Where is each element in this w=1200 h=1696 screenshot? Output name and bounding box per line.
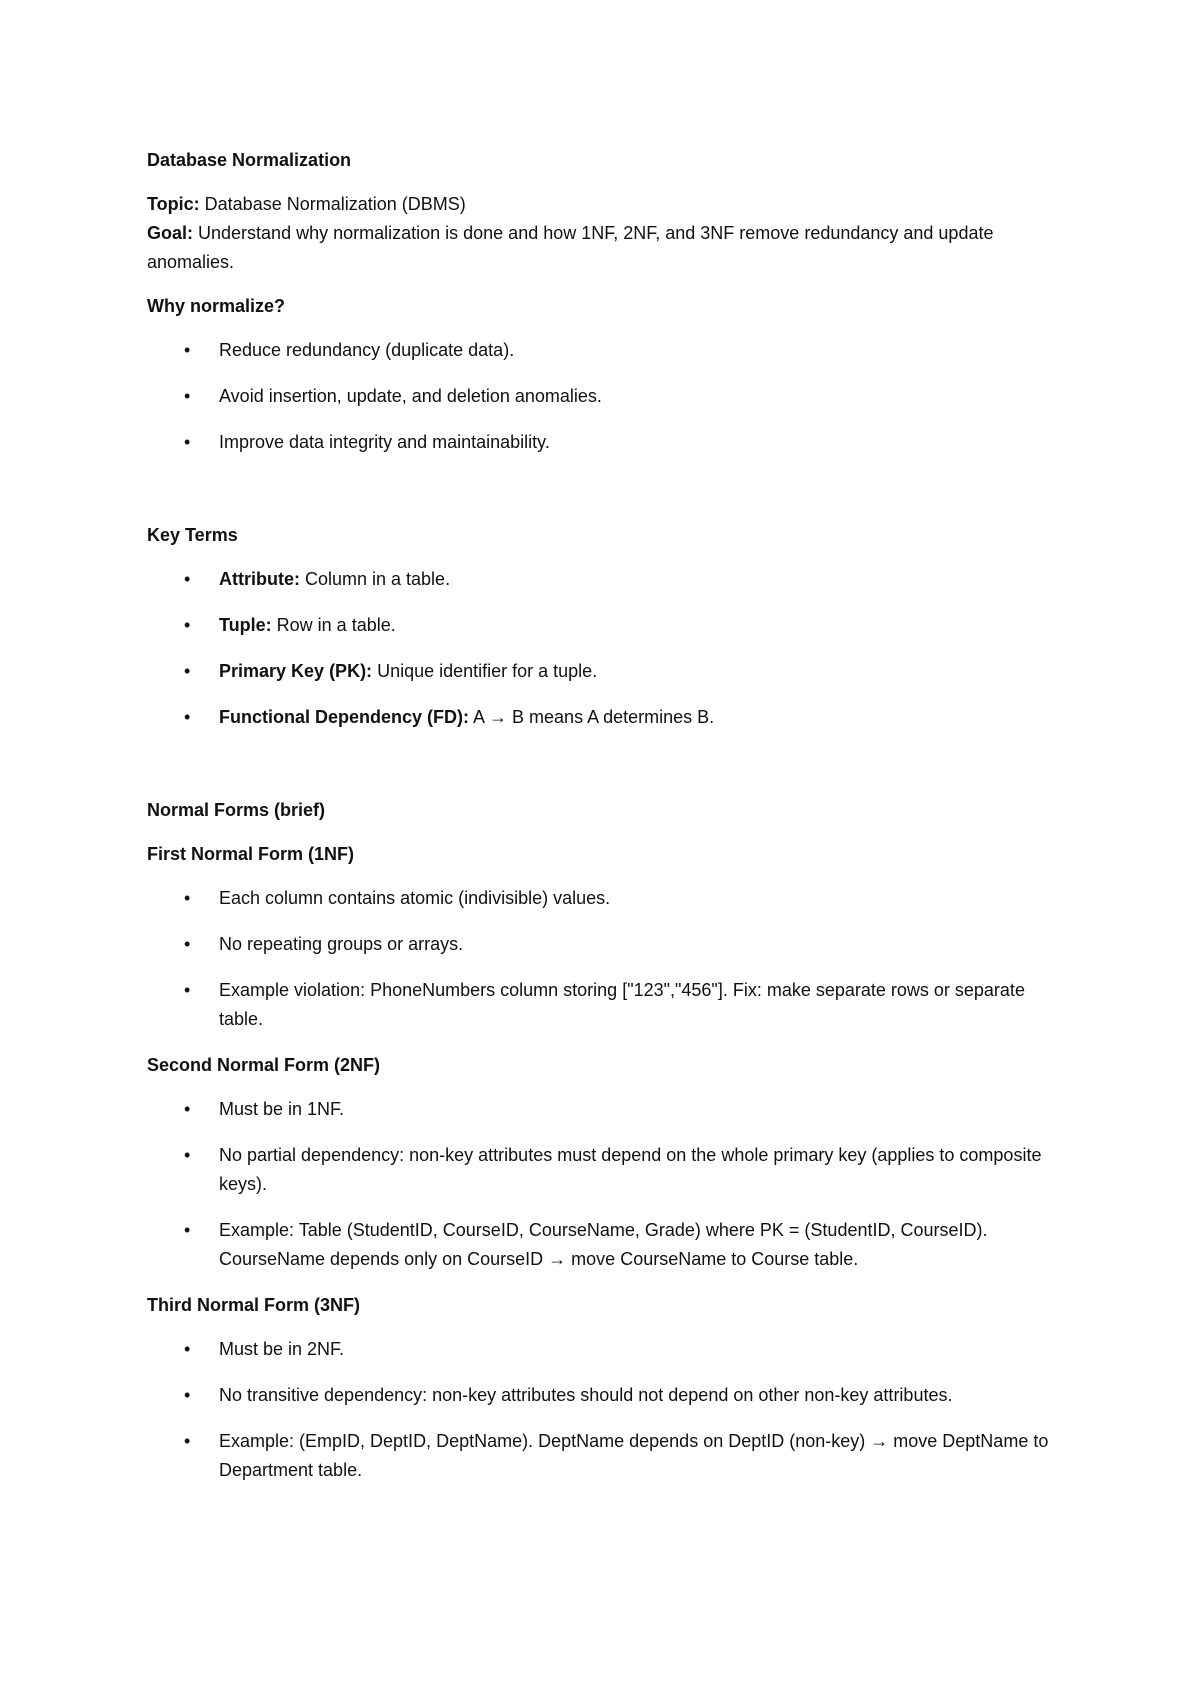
list-item [147,657,1067,686]
bullet-glyph: • [184,1145,191,1165]
nf2-heading: Second Normal Form (2NF) [147,1055,381,1075]
topic-line [147,190,1067,219]
term-definition: Unique identifier for a tuple. [372,661,598,681]
nf2-list [147,1095,1067,1274]
list-item-text: Must be in 2NF. [219,1339,345,1359]
topic-label: Topic: [147,194,200,214]
list-item [147,565,1067,594]
term-label: Functional Dependency (FD): [219,707,470,727]
term-definition: Row in a table. [271,615,396,635]
section-spacer [147,749,1067,796]
nf1-list [147,884,1067,1034]
bullet-glyph: • [184,980,191,1000]
document-page [147,146,1067,1502]
list-item-text: No repeating groups or arrays. [219,934,464,954]
list-item [147,382,1067,411]
bullet-glyph: • [184,1339,191,1359]
list-item-text: Avoid insertion, update, and deletion anomalies. [219,386,602,406]
bullet-glyph: • [184,888,191,908]
nf3-list [147,1335,1067,1485]
goal-label: Goal: [147,223,194,243]
list-item [147,336,1067,365]
list-item [147,1216,1067,1274]
list-item [147,1141,1067,1199]
topic-value: Database Normalization (DBMS) [199,194,466,214]
list-item [147,1381,1067,1410]
bullet-glyph: • [184,707,191,727]
goal-line [147,219,1037,277]
list-item [147,1427,1067,1485]
bullet-glyph: • [184,615,191,635]
list-item-text: Reduce redundancy (duplicate data). [219,340,515,360]
nf3-heading: Third Normal Form (3NF) [147,1295,361,1315]
bullet-glyph: • [184,934,191,954]
bullet-glyph: • [184,386,191,406]
term-label: Tuple: [219,615,272,635]
why-normalize-list [147,336,1067,457]
term-label: Attribute: [219,569,300,589]
list-item [147,428,1067,457]
list-item [147,703,1067,732]
term-label: Primary Key (PK): [219,661,373,681]
goal-value: Understand why normalization is done and how 1NF, 2NF, and 3NF remove redundancy and update anomalies. [147,223,994,272]
bullet-glyph: • [184,1385,191,1405]
list-item-text: Improve data integrity and maintainability. [219,432,550,452]
term-definition: A → B means A determines B. [469,707,715,727]
list-item [147,930,1067,959]
bullet-glyph: • [184,1431,191,1451]
list-item-text: Example: (EmpID, DeptID, DeptName). DeptName depends on DeptID (non-key) → move DeptName to Department table. [219,1431,1049,1480]
nf1-heading: First Normal Form (1NF) [147,844,355,864]
topic-goal-block [147,190,1067,277]
key-terms-list [147,565,1067,732]
list-item [147,884,1067,913]
term-definition: Column in a table. [299,569,451,589]
list-item [147,1335,1067,1364]
bullet-glyph: • [184,661,191,681]
bullet-glyph: • [184,340,191,360]
list-item [147,611,1067,640]
list-item-text: Example violation: PhoneNumbers column storing ["123","456"]. Fix: make separate rows or separate table. [219,980,1025,1029]
list-item-text: No partial dependency: non-key attributes must depend on the whole primary key (applies to composite keys). [219,1145,1042,1194]
document-title: Database Normalization [147,150,352,170]
key-terms-heading: Key Terms [147,525,238,545]
section-spacer [147,474,1067,521]
list-item-text: Must be in 1NF. [219,1099,345,1119]
list-item [147,976,1067,1034]
why-normalize-heading: Why normalize? [147,296,286,316]
bullet-glyph: • [184,432,191,452]
list-item-text: No transitive dependency: non-key attributes should not depend on other non-key attributes. [219,1385,953,1405]
normal-forms-heading: Normal Forms (brief) [147,800,326,820]
list-item-text: Example: Table (StudentID, CourseID, CourseName, Grade) where PK = (StudentID, CourseID). CourseName depends only on CourseID → move CourseName to Course table. [219,1220,988,1269]
bullet-glyph: • [184,1220,191,1240]
bullet-glyph: • [184,1099,191,1119]
list-item-text: Each column contains atomic (indivisible) values. [219,888,611,908]
bullet-glyph: • [184,569,191,589]
list-item [147,1095,1067,1124]
